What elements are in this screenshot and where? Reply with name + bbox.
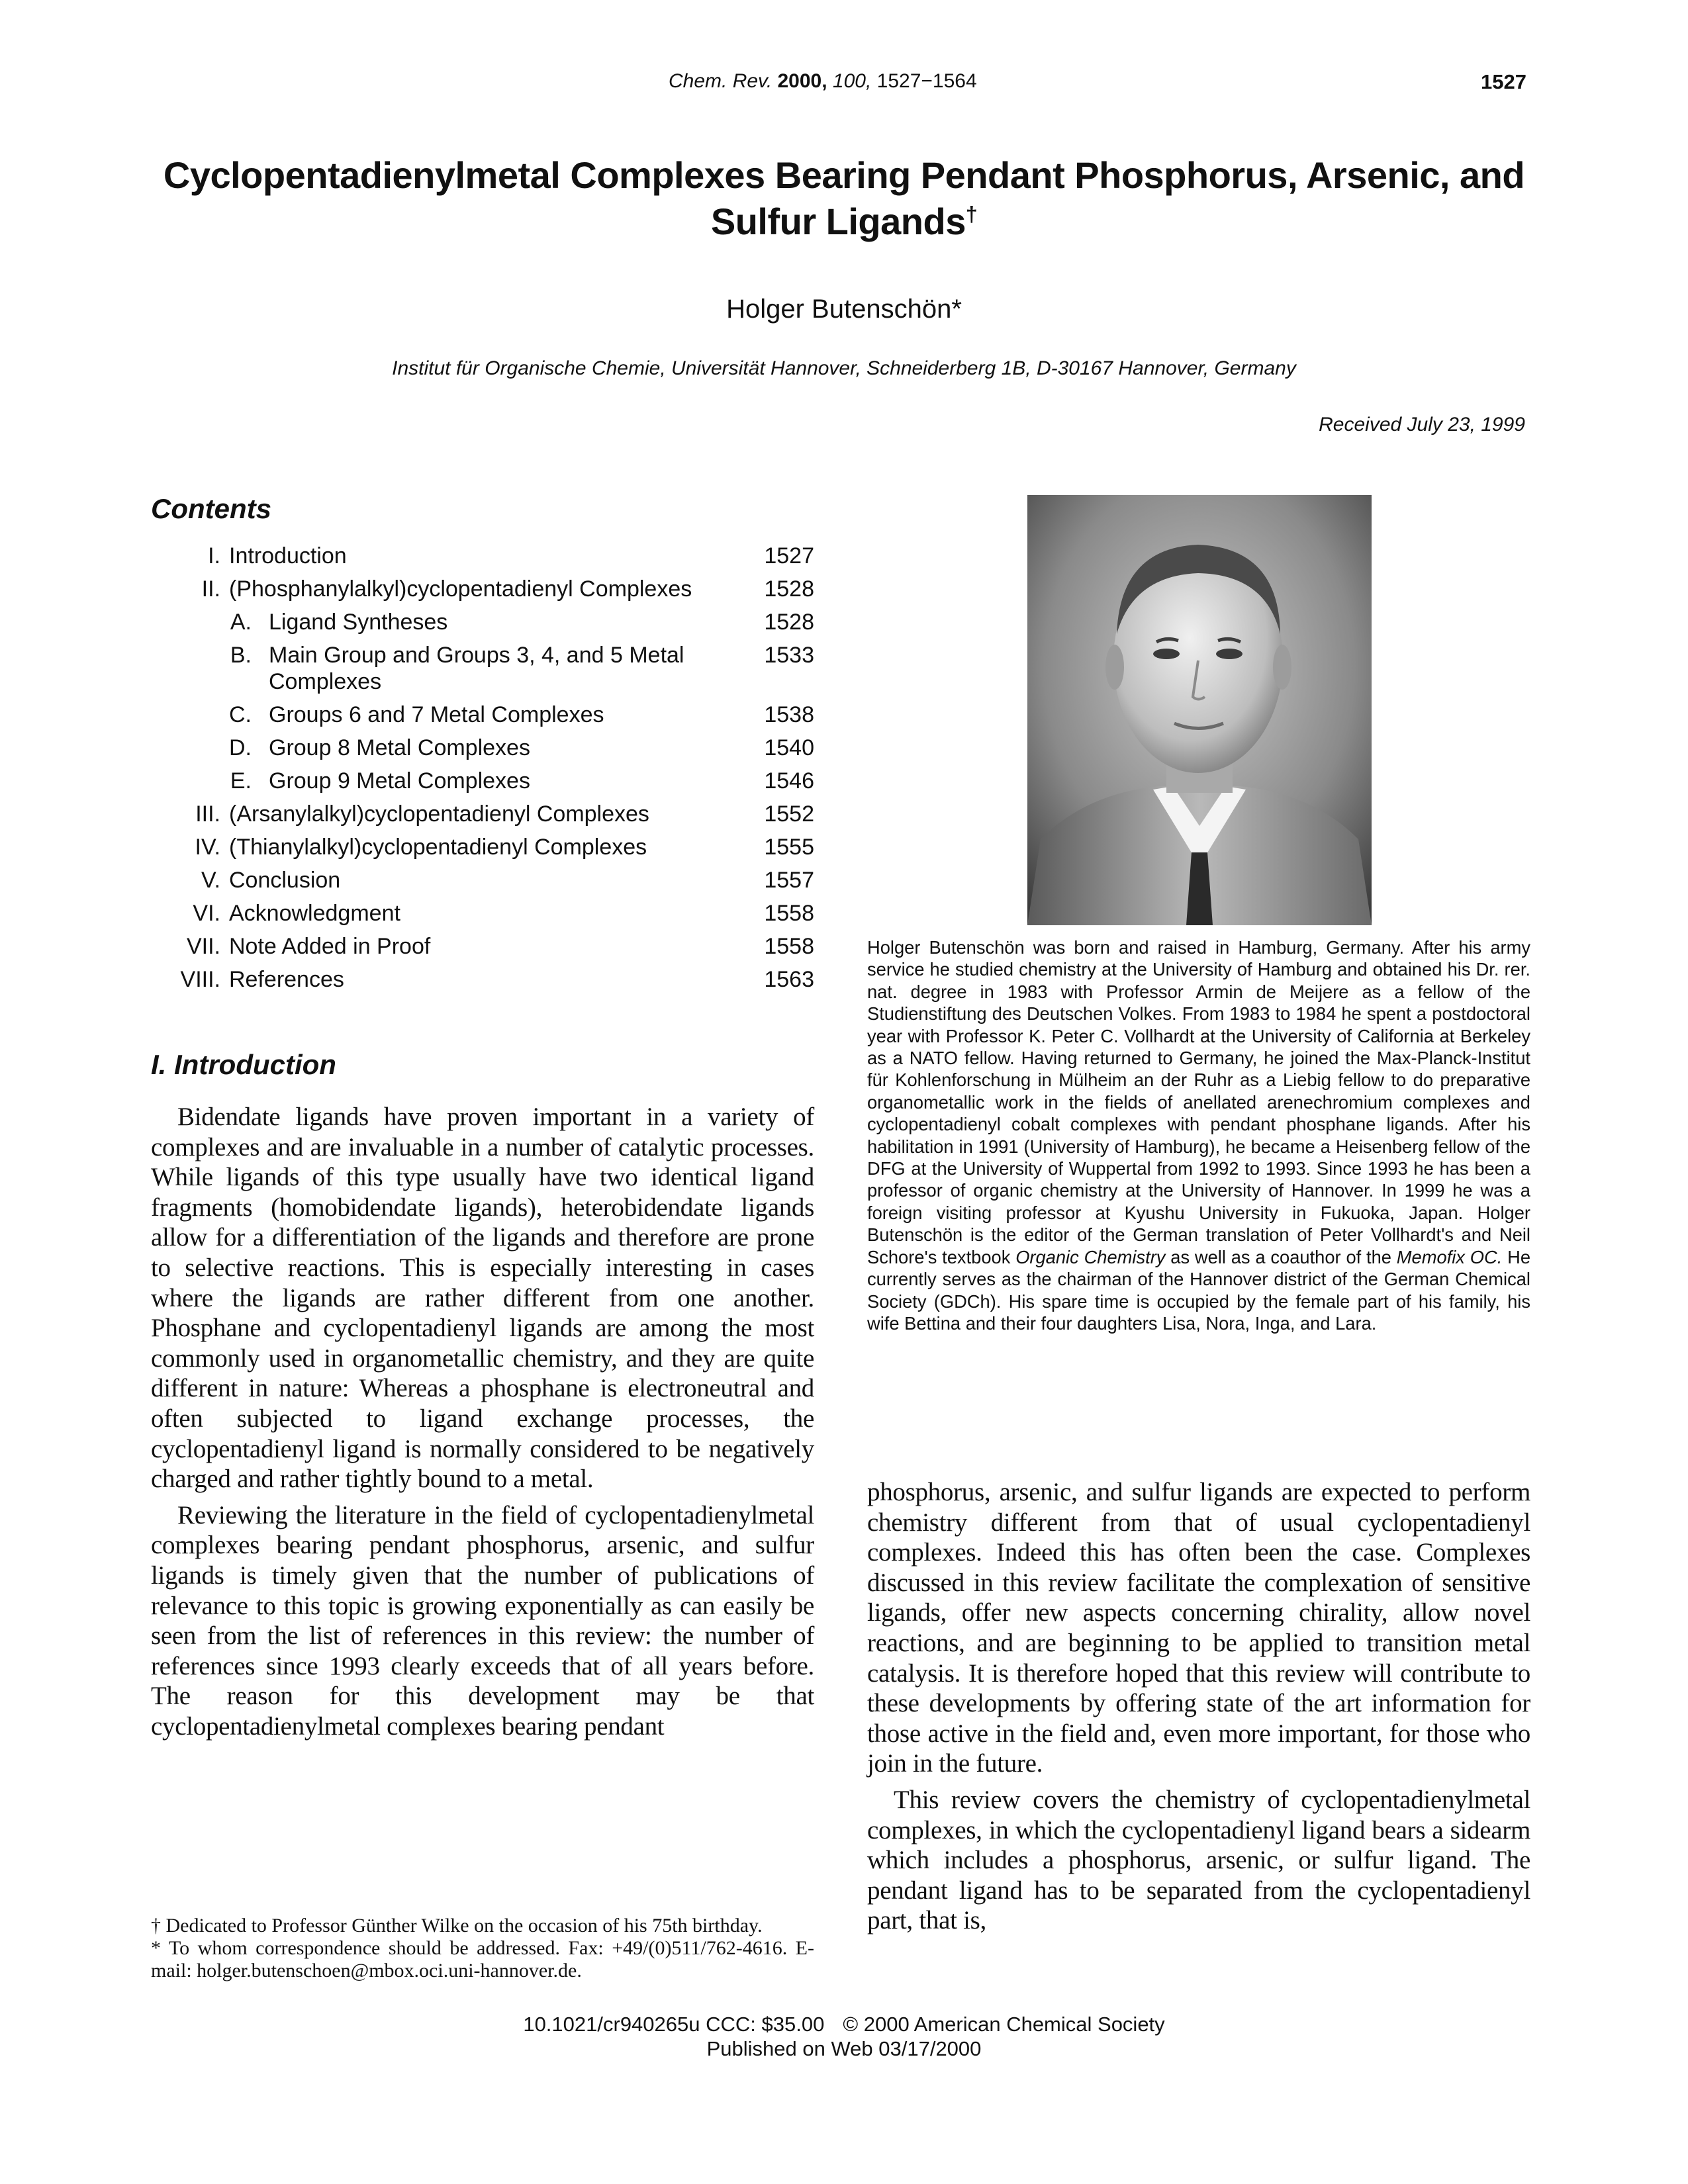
toc-entry-number: IV. (195, 835, 220, 860)
toc-entry-label: Introduction (229, 543, 347, 569)
journal-volume: 100, (832, 70, 872, 92)
footnotes (151, 1915, 814, 1982)
toc-entry (151, 572, 814, 606)
toc-entry-label: Group 9 Metal Complexes (269, 768, 530, 794)
contents-heading: Contents (151, 493, 271, 524)
toc-entry (151, 698, 814, 731)
toc-entry-number: V. (201, 868, 220, 893)
intro-paragraph-1: Bidendate ligands have proven important in a variety of complexes and are invaluable in a number of catalytic processes. While ligands of this type usually have two identical ligand fragments (homobidendate ligands), heterobidendate ligands allow for a differentiation of the ligands and therefore are prone to selective reactions. This is especially interesting in cases where the ligands are rather different from one another. Phosphane and cyclopentadienyl ligands are among the most commonly used in organometallic chemistry, and they are quite different in nature: Whereas a phosphane is electroneutral and often subjected to ligand exchange processes, the cyclopentadienyl ligand is normally considered to be negatively charged and rather tightly bound to a metal. (151, 1103, 814, 1494)
bio-text-3: He currently serves as the chairman of the Hannover district of the German Chemical Society (GDCh). His spare time is occupied by the female part of his family, his wife Bettina and their four daughters Lisa, Nora, Inga, and Lara. (867, 1246, 1531, 1334)
toc-entry-page: 1558 (764, 934, 814, 959)
title-dagger: † (965, 202, 978, 226)
toc-entry-label: Main Group and Groups 3, 4, and 5 Metal Complexes (269, 643, 684, 694)
affiliation: Institut für Organische Chemie, Universität Hannover, Schneiderberg 1B, D-30167 Hannover, Germany (392, 357, 1296, 379)
introduction-heading: I. Introduction (151, 1049, 336, 1080)
toc-entry-label: (Arsanylalkyl)cyclopentadienyl Complexes (229, 801, 649, 827)
footnote-correspondence: * To whom correspondence should be addressed. Fax: +49/(0)511/762-4616. E-mail: holger.butenschoen@mbox.oci.uni-hannover.de. (151, 1937, 814, 1981)
bio-text-2: as well as a coauthor of the (1170, 1246, 1391, 1267)
toc-entry-number: VII. (186, 934, 220, 959)
toc-entry (151, 831, 814, 864)
toc-entry (151, 639, 814, 698)
bio-book-title: Organic Chemistry (1015, 1246, 1166, 1267)
toc-entry-label: (Phosphanylalkyl)cyclopentadienyl Complexes (229, 576, 692, 602)
footer-doi: 10.1021/cr940265u CCC: $35.00 (523, 2013, 825, 2036)
toc-entry-page: 1540 (764, 735, 814, 760)
intro-paragraph-3: phosphorus, arsenic, and sulfur ligands are expected to perform chemistry different from that of usual cyclopentadienyl complexes. Indeed this has often been the case. Complexes discussed in this review facilitate the complexation of sensitive ligands, offer new aspects concerning chirality, allow novel reactions, and are beginning to be applied to transition metal catalysis. It is therefore hoped that this review will contribute to these developments by offering state of the art information for those active in the field and, even more important, for those who join in the future. (867, 1478, 1530, 1778)
toc-entry-page: 1528 (764, 610, 814, 635)
toc-entry (151, 606, 814, 639)
toc-entry-page: 1563 (764, 967, 814, 992)
toc-entry-number: II. (201, 576, 220, 602)
toc-entry-number: VIII. (180, 967, 220, 992)
toc-entry-number: B. (230, 643, 252, 668)
intro-paragraph-4: This review covers the chemistry of cyclopentadienylmetal complexes, in which the cyclopentadienyl ligand bears a sidearm which includes a phosphorus, arsenic, or sulfur ligand. The pendant ligand has to be separated from the cyclopentadienyl part, that is, (867, 1785, 1530, 1935)
journal-year: 2000, (777, 70, 827, 92)
toc-entry-label: Groups 6 and 7 Metal Complexes (269, 702, 604, 727)
right-column-body (867, 1477, 1530, 1942)
toc-entry-number: I. (208, 543, 220, 569)
article-title (132, 152, 1556, 245)
running-head (669, 70, 977, 93)
toc-entry (151, 731, 814, 764)
toc-entry-page: 1546 (764, 768, 814, 794)
toc-entry (151, 897, 814, 930)
toc-entry-label: Ligand Syntheses (269, 610, 448, 635)
page-number: 1527 (1481, 70, 1526, 93)
toc-entry-page: 1528 (764, 576, 814, 602)
toc-entry-page: 1538 (764, 702, 814, 727)
toc-entry (151, 963, 814, 996)
toc-entry-label: References (229, 967, 344, 992)
toc-entry-number: III. (195, 801, 220, 827)
toc-entry-page: 1557 (764, 868, 814, 893)
toc-entry-label: Conclusion (229, 868, 341, 893)
author-photo (1027, 495, 1372, 925)
journal-pages: 1527−1564 (876, 70, 977, 92)
toc-entry (151, 797, 814, 831)
toc-entry (151, 930, 814, 963)
footer-copyright: © 2000 American Chemical Society (843, 2013, 1165, 2036)
left-column-body (151, 1102, 814, 1747)
bio-software-title: Memofix OC. (1396, 1246, 1503, 1267)
toc-entry-number: C. (229, 702, 252, 727)
author-biography (867, 936, 1530, 1334)
author: Holger Butenschön* (726, 295, 962, 324)
toc-entry (151, 764, 814, 797)
bio-text-1: Holger Butenschön was born and raised in Hamburg, Germany. After his army service he studied chemistry at the University of Hamburg and obtained his Dr. rer. nat. degree in 1983 with Professor Armin de Meijere as a fellow of the Studienstiftung des Deutschen Volkes. From 1983 to 1984 he spent a postdoctoral year with Professor K. Peter C. Vollhardt at the University of California at Berkeley as a NATO fellow. Having returned to Germany, he joined the Max-Planck-Institut für Kohlenforschung in Mülheim an der Ruhr as a Liebig fellow to do preparative organometallic work in the fields of anellated arenechromium complexes and cyclopentadienyl cobalt complexes with pendant phosphane ligands. After his habilitation in 1991 (University of Hamburg), he became a Heisenberg fellow of the DFG at the University of Wuppertal from 1992 to 1993. Since 1993 he has been a professor of organic chemistry at the University of Hannover. In 1999 he was a foreign visiting professor at Kyushu University in Fukuoka, Japan. Holger Butenschön is the editor of the German translation of Peter Vollhardt's and Neil Schore's textbook (867, 937, 1530, 1267)
toc-entry-page: 1558 (764, 901, 814, 926)
toc-entry (151, 539, 814, 572)
toc-entry-label: (Thianylalkyl)cyclopentadienyl Complexes (229, 835, 647, 860)
journal-name: Chem. Rev. (669, 70, 773, 92)
toc-entry-number: E. (230, 768, 252, 794)
toc-entry-page: 1555 (764, 835, 814, 860)
toc-entry-number: A. (230, 610, 252, 635)
toc-entry-number: VI. (193, 901, 220, 926)
toc-entry-label: Note Added in Proof (229, 934, 431, 959)
toc-entry-page: 1527 (764, 543, 814, 569)
intro-paragraph-2: Reviewing the literature in the field of cyclopentadienylmetal complexes bearing pendant phosphorus, arsenic, and sulfur ligands is timely given that the number of publications of relevance to this topic is growing exponentially as can easily be seen from the list of references in this review: the number of references since 1993 clearly exceeds that of all years before. The reason for this development may be that cyclopentadienylmetal complexes bearing pendant (151, 1500, 814, 1741)
footer-published: Published on Web 03/17/2000 (706, 2037, 982, 2060)
toc-entry-page: 1552 (764, 801, 814, 827)
table-of-contents (151, 539, 814, 996)
toc-entry-label: Acknowledgment (229, 901, 400, 926)
toc-entry-number: D. (229, 735, 252, 760)
page-footer (0, 2012, 1688, 2061)
toc-entry-page: 1533 (764, 643, 814, 668)
toc-entry-label: Group 8 Metal Complexes (269, 735, 530, 760)
footnote-dedication: † Dedicated to Professor Günther Wilke on the occasion of his 75th birthday. (151, 1915, 763, 1936)
received-date: Received July 23, 1999 (1319, 414, 1525, 435)
title-line-2: Sulfur Ligands (710, 201, 966, 242)
toc-entry (151, 864, 814, 897)
title-line-1: Cyclopentadienylmetal Complexes Bearing Pendant Phosphorus, Arsenic, and (163, 154, 1525, 196)
